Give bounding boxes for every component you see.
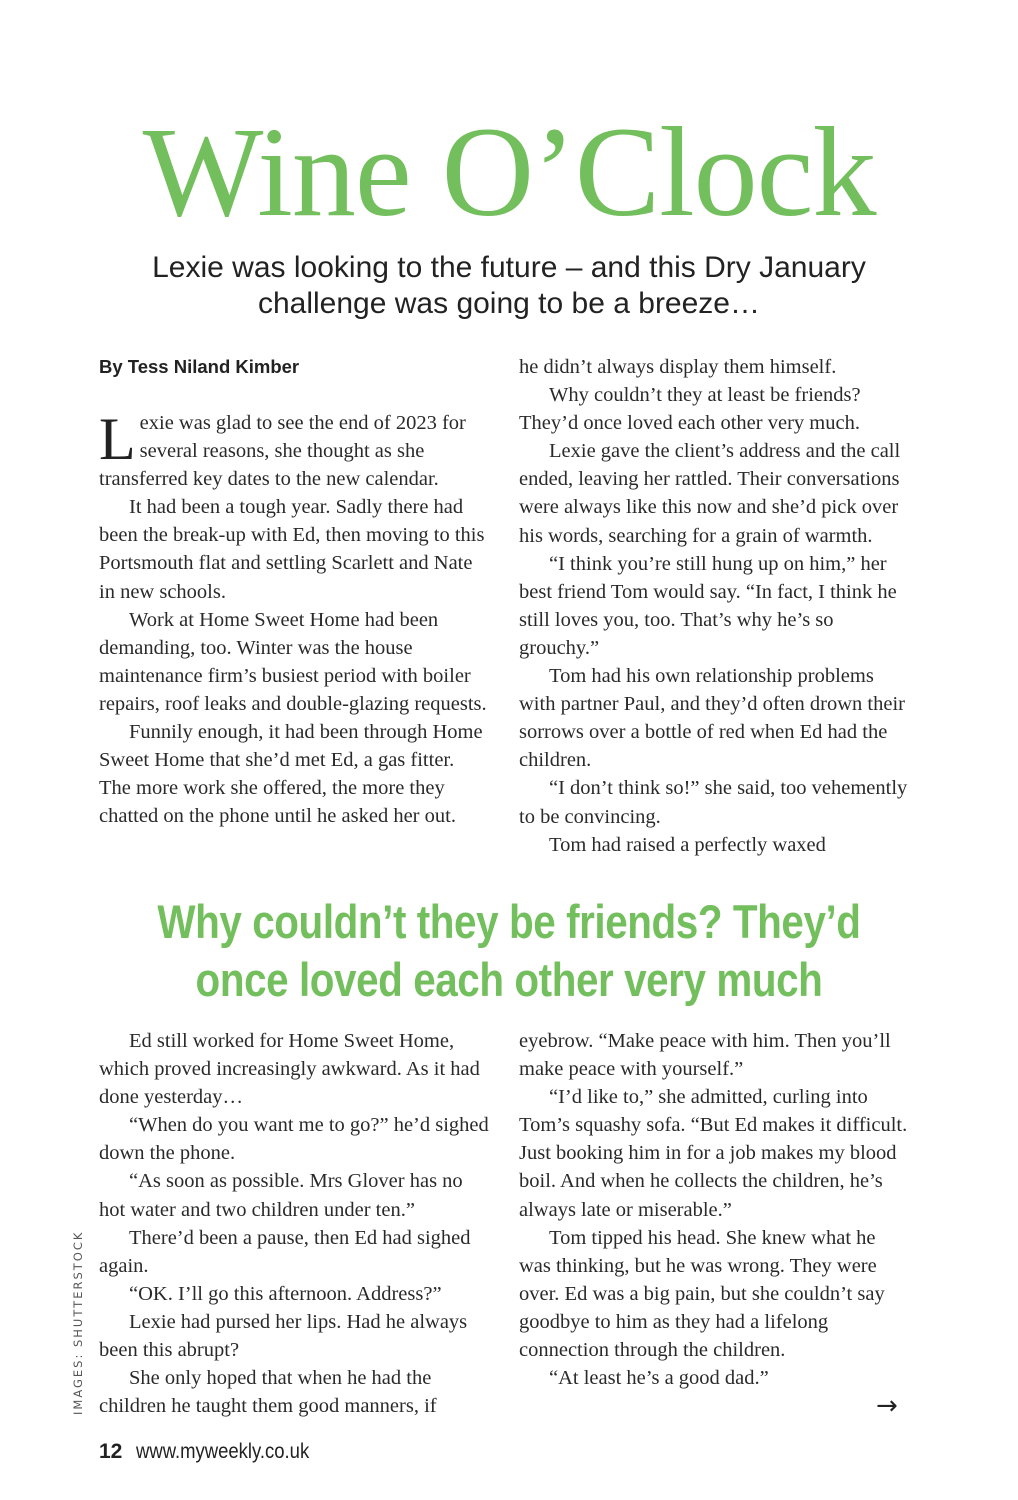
paragraph: Lexie gave the client’s address and the call ended, leaving her rattled. Their conversations were always like this now and she’d pick over his words, searching for a grain of warmth.	[519, 440, 901, 547]
paragraph: eyebrow. “Make peace with him. Then you’ll make peace with yourself.”	[519, 1030, 891, 1081]
paragraph	[99, 406, 489, 493]
paragraph: It had been a tough year. Sadly there had been the break-up with Ed, then moving to this Portsmouth flat and settling Scarlett and Nate in new schools.	[99, 496, 485, 603]
paragraph: Why couldn’t they at least be friends? They’d once loved each other very much.	[519, 384, 861, 435]
paragraph: “At least he’s a good dad.”	[549, 1367, 769, 1390]
image-credit: IMAGES: SHUTTERSTOCK	[71, 1230, 85, 1415]
paragraph: “When do you want me to go?” he’d sighed down the phone.	[99, 1114, 489, 1165]
paragraph: Funnily enough, it had been through Home Sweet Home that she’d met Ed, a gas fitter. The more work she offered, the more they chatted on the phone until he asked her out.	[99, 721, 483, 828]
text-column-3	[99, 1027, 489, 1420]
text-column-2	[519, 353, 909, 859]
article-title: Wine O’Clock	[142, 101, 876, 243]
pull-quote: Why couldn’t they be friends? They’d once loved each other very much	[157, 895, 861, 1006]
article-standfirst: Lexie was looking to the future – and this Dry January challenge was going to be a breeze…	[152, 251, 866, 320]
paragraph: Work at Home Sweet Home had been demanding, too. Winter was the house maintenance firm’s busiest period with boiler repairs, roof leaks and double-glazing requests.	[99, 608, 487, 715]
page-number: 12	[99, 1440, 123, 1463]
paragraph-text: exie was glad to see the end of 2023 for several reasons, she thought as she transferred key dates to the new calendar.	[99, 412, 466, 491]
paragraph: Tom had raised a perfectly waxed	[549, 833, 826, 856]
website-url: www.myweekly.co.uk	[136, 1440, 310, 1463]
paragraph: She only hoped that when he had the children he taught them good manners, if	[99, 1367, 437, 1418]
paragraph: “I’d like to,” she admitted, curling into Tom’s squashy sofa. “But Ed makes it difficult. Just booking him in for a job makes my blood boil. And when he collects the children, he’s always late or miserable.”	[519, 1086, 908, 1221]
paragraph: “As soon as possible. Mrs Glover has no hot water and two children under ten.”	[99, 1170, 463, 1221]
paragraph: Tom tipped his head. She knew what he was thinking, but he was wrong. They were over. Ed was a big pain, but she couldn’t say goodbye to him as they had a lifelong connection through the children.	[519, 1226, 885, 1362]
paragraph: he didn’t always display them himself.	[519, 356, 837, 378]
drop-cap: L	[99, 406, 136, 472]
paragraph: Tom had his own relationship problems with partner Paul, and they’d often drown their sorrows over a bottle of red when Ed had the children.	[519, 665, 905, 772]
paragraph: “I don’t think so!” she said, too vehemently to be convincing.	[519, 777, 908, 828]
text-column-1	[99, 406, 489, 830]
page-footer	[99, 1440, 333, 1464]
paragraph: “I think you’re still hung up on him,” her best friend Tom would say. “In fact, I think he still loves you, too. That’s why he’s so grouchy.”	[519, 552, 897, 659]
paragraph: Lexie had pursed her lips. Had he always been this abrupt?	[99, 1310, 468, 1362]
paragraph: “OK. I’ll go this afternoon. Address?”	[129, 1282, 442, 1305]
paragraph: There’d been a pause, then Ed had sighed again.	[99, 1226, 471, 1277]
continue-arrow-icon: →	[876, 1391, 898, 1421]
author-byline: By Tess Niland Kimber	[99, 356, 300, 377]
text-column-4	[519, 1027, 909, 1392]
paragraph: Ed still worked for Home Sweet Home, which proved increasingly awkward. As it had done yesterday…	[99, 1030, 480, 1109]
